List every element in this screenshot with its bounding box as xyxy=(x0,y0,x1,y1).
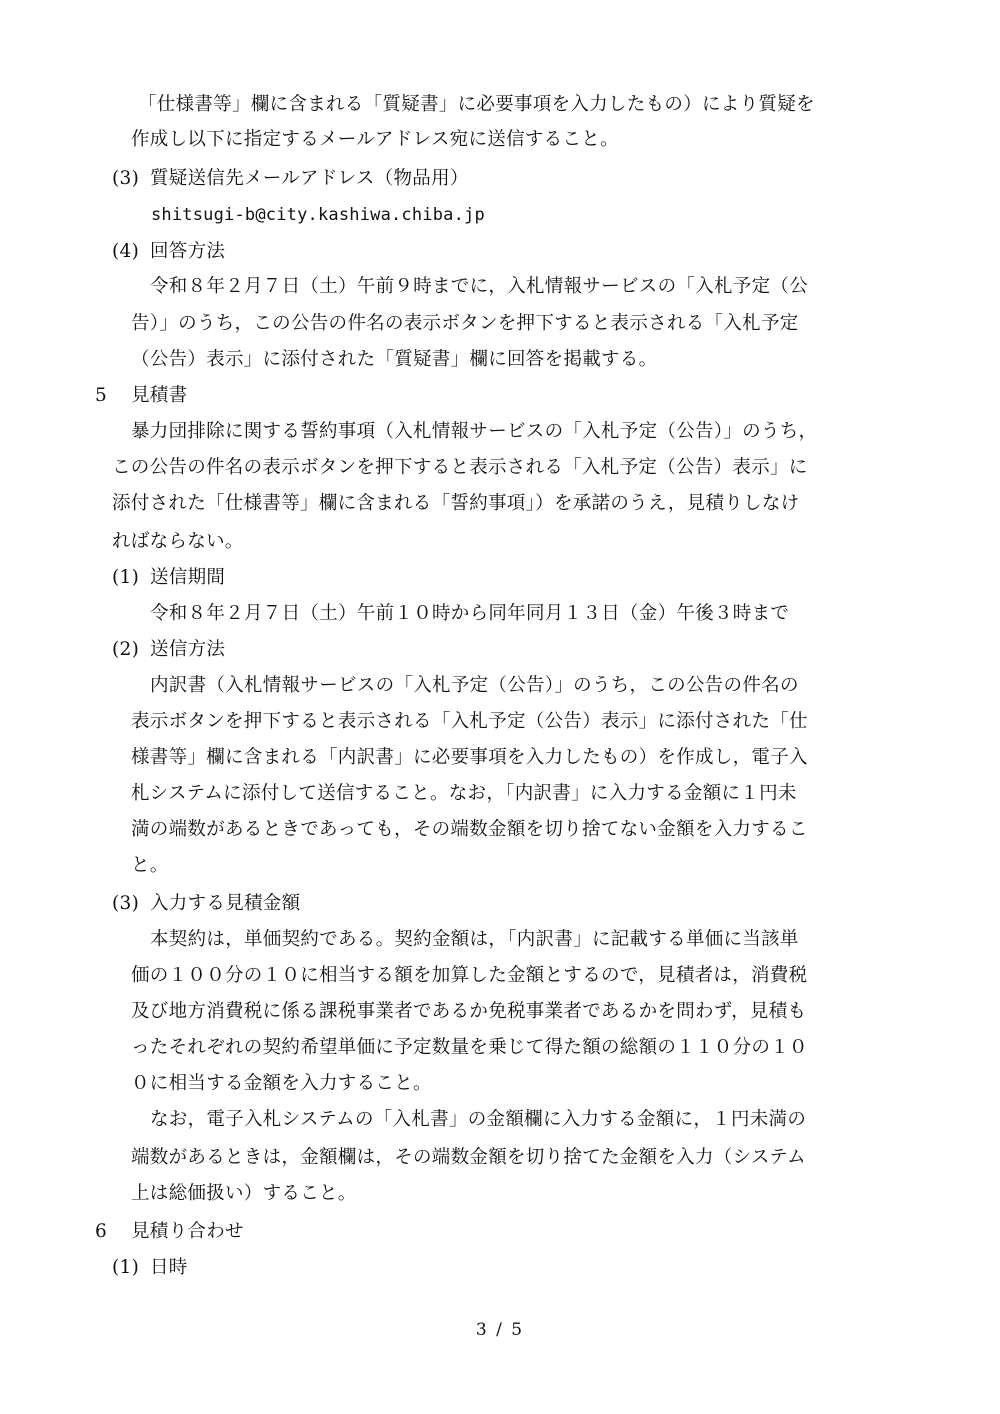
paragraph-line: （公告）表示」に添付された「質疑書」欄に回答を掲載する。 xyxy=(131,349,658,370)
email-address: shitsugi-b@city.kashiwa.chiba.jp xyxy=(151,205,485,225)
item-label: (3) xyxy=(112,893,140,914)
paragraph-line: 満の端数があるときであっても，その端数金額を切り捨てない金額を入力するこ xyxy=(131,819,808,840)
paragraph-line: 添付された「仕様書等」欄に含まれる「誓約事項」）を承諾のうえ，見積りしなけ xyxy=(112,493,800,514)
item-label: (3) xyxy=(112,168,140,189)
paragraph-line: 表示ボタンを押下すると表示される「入札予定（公告）表示」に添付された「仕 xyxy=(131,711,808,732)
paragraph-line: 令和８年２月７日（土）午前９時までに，入札情報サービスの「入札予定（公 xyxy=(150,276,809,297)
paragraph-line: 本契約は，単価契約である。契約金額は，「内訳書」に記載する単価に当該単 xyxy=(150,929,799,950)
item-title: 日時 xyxy=(150,1257,188,1278)
paragraph-line: 告）」のうち，この公告の件名の表示ボタンを押下すると表示される「入札予定 xyxy=(131,313,799,334)
item-title: 回答方法 xyxy=(150,241,226,262)
section-number: 5 xyxy=(95,385,108,406)
paragraph-line: と。 xyxy=(131,855,169,876)
paragraph-line: 内訳書（入札情報サービスの「入札予定（公告）」のうち，この公告の件名の xyxy=(150,675,799,696)
item-label: (2) xyxy=(112,639,140,660)
paragraph-line: 様書等」欄に含まれる「内訳書」に必要事項を入力したもの）を作成し，電子入 xyxy=(131,747,808,768)
item-title: 送信方法 xyxy=(150,639,226,660)
paragraph-line: この公告の件名の表示ボタンを押下すると表示される「入札予定（公告）表示」に xyxy=(112,457,808,478)
paragraph-line: なお，電子入札システムの「入札書」の金額欄に入力する金額に，１円未満の xyxy=(150,1109,807,1130)
paragraph-line: 札システムに添付して送信すること。なお，「内訳書」に入力する金額に１円未 xyxy=(131,783,797,804)
item-title: 質疑送信先メールアドレス（物品用） xyxy=(150,168,469,189)
item-label: (1) xyxy=(112,567,140,588)
section-title: 見積り合わせ xyxy=(131,1221,244,1242)
paragraph-line: 「仕様書等」欄に含まれる「質疑書」に必要事項を入力したもの）により質疑を xyxy=(138,94,815,115)
paragraph-line: 及び地方消費税に係る課税事業者であるか免税事業者であるかを問わず，見積も xyxy=(131,1001,807,1022)
paragraph-line: 暴力団排除に関する誓約事項（入札情報サービスの「入札予定（公告）」のうち， xyxy=(131,421,818,442)
item-title: 送信期間 xyxy=(150,567,226,588)
paragraph-line: 端数があるときは，金額欄は，その端数金額を切り捨てた金額を入力（システム xyxy=(131,1147,806,1168)
section-title: 見積書 xyxy=(131,385,188,406)
paragraph-line: ったそれぞれの契約希望単価に予定数量を乗じて得た額の総額の１１０分の１０ xyxy=(131,1037,808,1058)
paragraph-line: 価の１００分の１０に相当する額を加算した金額とするので，見積者は，消費税 xyxy=(131,965,808,986)
paragraph-line: ０に相当する金額を入力すること。 xyxy=(131,1073,432,1094)
paragraph-line: 作成し以下に指定するメールアドレス宛に送信すること。 xyxy=(131,129,619,150)
section-number: 6 xyxy=(95,1221,108,1242)
page-number: 3 / 5 xyxy=(475,1320,525,1340)
paragraph-line: ればならない。 xyxy=(112,531,244,552)
item-label: (4) xyxy=(112,241,140,262)
item-title: 入力する見積金額 xyxy=(150,893,301,914)
item-label: (1) xyxy=(112,1257,140,1278)
paragraph-line: 上は総価扱い）すること。 xyxy=(131,1183,357,1204)
paragraph-line: 令和８年２月７日（土）午前１０時から同年同月１３日（金）午後３時まで xyxy=(150,603,790,624)
